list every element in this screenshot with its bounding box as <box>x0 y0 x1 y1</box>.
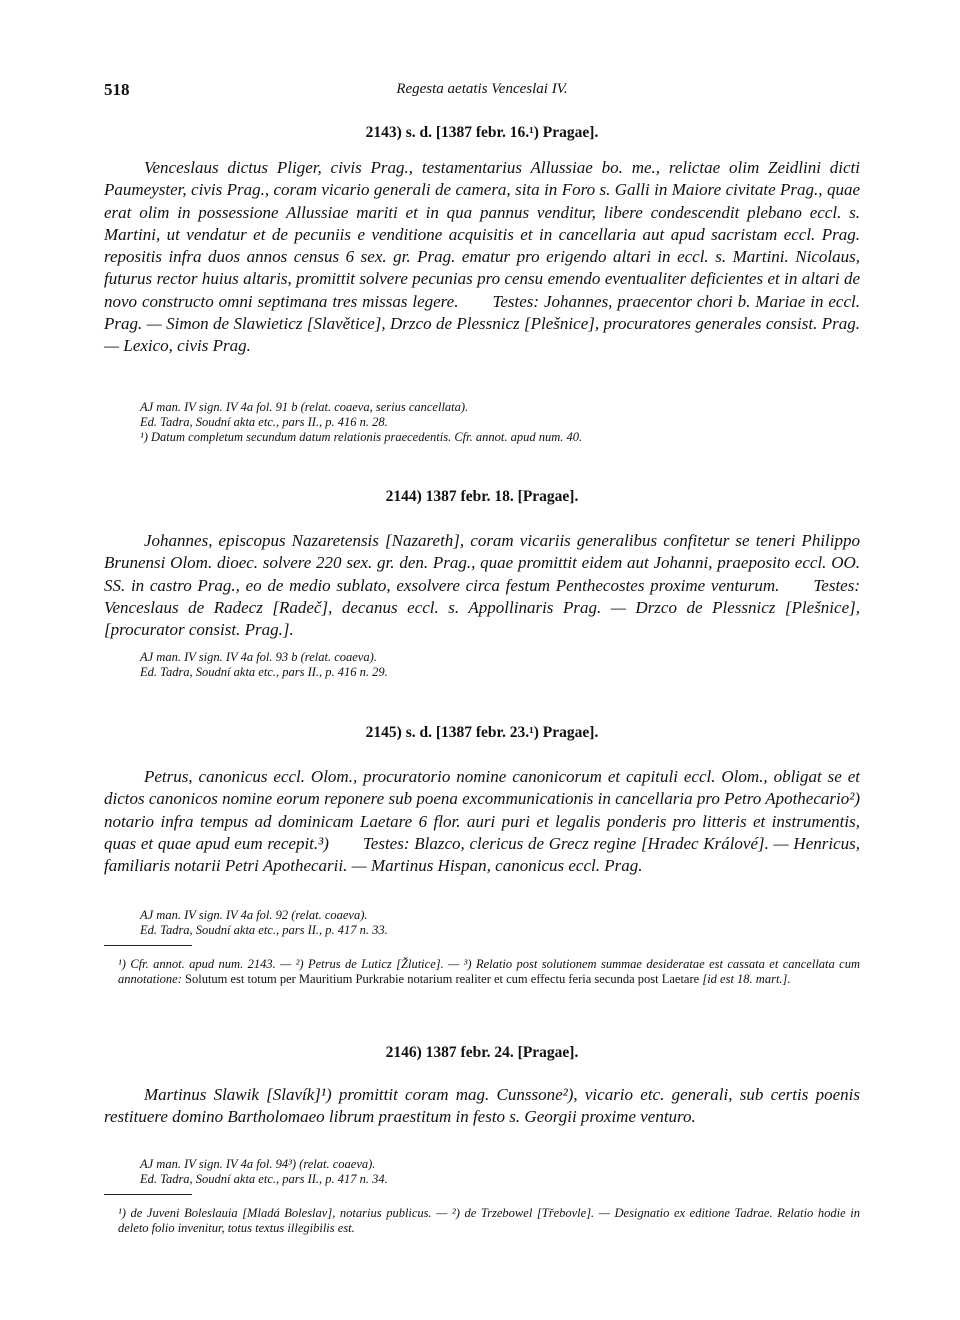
entry-text-main: Johannes, episcopus Nazaretensis [Nazareth], coram vicariis generalibus confitetur se teneri Philippo Brunensi Olom. dioec. solvere 220 sex. gr. den. Prag., quae promittit eidem aut Johanni, praeposito eccl. OO. SS. in castro Prag., eo de medio sublato, exsolvere circa festum Penthecostes proxime venturum. <box>104 531 860 595</box>
running-header <box>104 80 860 104</box>
footnote-date-note: [id est 18. mart.]. <box>702 972 791 986</box>
entry-heading-2145: 2145) s. d. [1387 febr. 23.¹) Pragae]. <box>365 724 599 741</box>
entry-witnesses: Testes: Blazco, clericus de Grecz regine [Hradec Králové]. — Henricus, familiaris notarii Petri Apothecarii. — Martinus Hispan, canonicus eccl. Prag. <box>104 833 861 876</box>
entry-witnesses: Testes: Venceslaus de Radecz [Radeč], decanus eccl. s. Appollinaris Prag. — Drzco de Plessnicz [Plešnice], [procurator consist. Prag.]. <box>104 575 860 640</box>
entry-witnesses: Testes: Johannes, praecentor chori b. Mariae in eccl. Prag. — Simon de Slawieticz [Slavětice], Drzco de Plessnicz [Plešnice], procuratores generales consist. Prag. — Lexico, civis Prag. <box>104 291 860 356</box>
footnote-rule <box>104 945 192 946</box>
source-reference: AJ man. IV sign. IV 4a fol. 91 b (relat. coaeva, serius cancellata). <box>140 400 469 414</box>
entry-heading-2143: 2143) s. d. [1387 febr. 16.¹) Pragae]. <box>365 124 599 141</box>
footnote-text: ¹) Cfr. annot. apud num. 2143. — ²) Petrus de Luticz [Žlutice]. — ³) Relatio post solutionem summae desideratae est cassata et cancellata cum annotatione: <box>118 957 860 986</box>
source-block-2145 <box>140 908 860 938</box>
entry-text-main: Petrus, canonicus eccl. Olom., procuratorio nomine canonicorum et capituli eccl. Olom., obligat se et dictos canonicos nomine eorum reponere sub poena excommunicationis in cancellaria pro Petro Apothecario²) notario infra tempus ad dominicam Laetare 6 flor. auri puri et legalis ponderis pro litteris et instrumentis, quas et quae apud eum recepit.³) <box>104 767 860 853</box>
source-reference: AJ man. IV sign. IV 4a fol. 92 (relat. coaeva). <box>140 908 368 922</box>
source-block-2144 <box>140 650 860 680</box>
running-title: Regesta aetatis Venceslai IV. <box>396 81 568 97</box>
footnote-quoted-annotation: Solutum est totum per Mauritium Purkrabie notarium realiter et cum effectu feria secunda post Laetare <box>185 972 700 986</box>
source-block-2143 <box>140 400 860 445</box>
entry-heading-2146: 2146) 1387 febr. 24. [Pragae]. <box>385 1044 579 1061</box>
entry-text-main: Martinus Slawik [Slavík]¹) promittit coram mag. Cunssone²), vicario etc. generali, sub certis poenis restituere domino Bartholomaeo librum praestitum in festo s. Georgii proxime venturo. <box>104 1085 860 1127</box>
edition-reference: Ed. Tadra, Soudní akta etc., pars II., p. 416 n. 28. <box>140 415 388 429</box>
edition-reference: Ed. Tadra, Soudní akta etc., pars II., p. 416 n. 29. <box>140 665 388 679</box>
footnote-2145 <box>118 957 860 987</box>
entry-heading-2144: 2144) 1387 febr. 18. [Pragae]. <box>385 488 579 505</box>
footnote-2146: ¹) de Juveni Boleslauia [Mladá Boleslav], notarius publicus. — ²) de Trzebowel [Třebovle]. — Designatio ex editione Tadrae. Relatio hodie in deleto folio invenitur, totus textus illegibilis est. <box>118 1206 860 1235</box>
footnote-rule <box>104 1194 192 1195</box>
entry-text-2146 <box>104 1084 860 1129</box>
source-block-2146 <box>140 1157 860 1187</box>
edition-reference: Ed. Tadra, Soudní akta etc., pars II., p. 417 n. 33. <box>140 923 388 937</box>
source-reference: AJ man. IV sign. IV 4a fol. 93 b (relat. coaeva). <box>140 650 377 664</box>
footnote: ¹) Datum completum secundum datum relationis praecedentis. Cfr. annot. apud num. 40. <box>140 430 583 444</box>
entry-text-main: Venceslaus dictus Pliger, civis Prag., testamentarius Allussiae bo. me., relictae olim Zeidlini dicti Paumeyster, civis Prag., coram vicario generali de camera, sita in Foro s. Galli in Maiore civitate Prag., quae erat olim in possessione Allussiae mariti et in qua pannus venditur, libere condescendit plebano eccl. s. Martini, ut vendatur et de pecuniis e venditione acquisitis et in cancellaria aut apud sacristam eccl. Prag. repositis infra duos annos census 6 sex. gr. Prag. ematur pro erigendo altari in eccl. s. Martini. Nicolaus, futurus rector huius altaris, promittit solvere pecunias pro censu emendo eventualiter deficientes et in altari de novo constructo omni septimana tres missas legere. <box>104 158 860 311</box>
entry-text-2143 <box>104 157 860 358</box>
entry-text-2144 <box>104 530 860 641</box>
page-number: 518 <box>104 80 130 99</box>
source-reference: AJ man. IV sign. IV 4a fol. 94³) (relat. coaeva). <box>140 1157 376 1171</box>
entry-text-2145 <box>104 766 860 877</box>
edition-reference: Ed. Tadra, Soudní akta etc., pars II., p. 417 n. 34. <box>140 1172 388 1186</box>
